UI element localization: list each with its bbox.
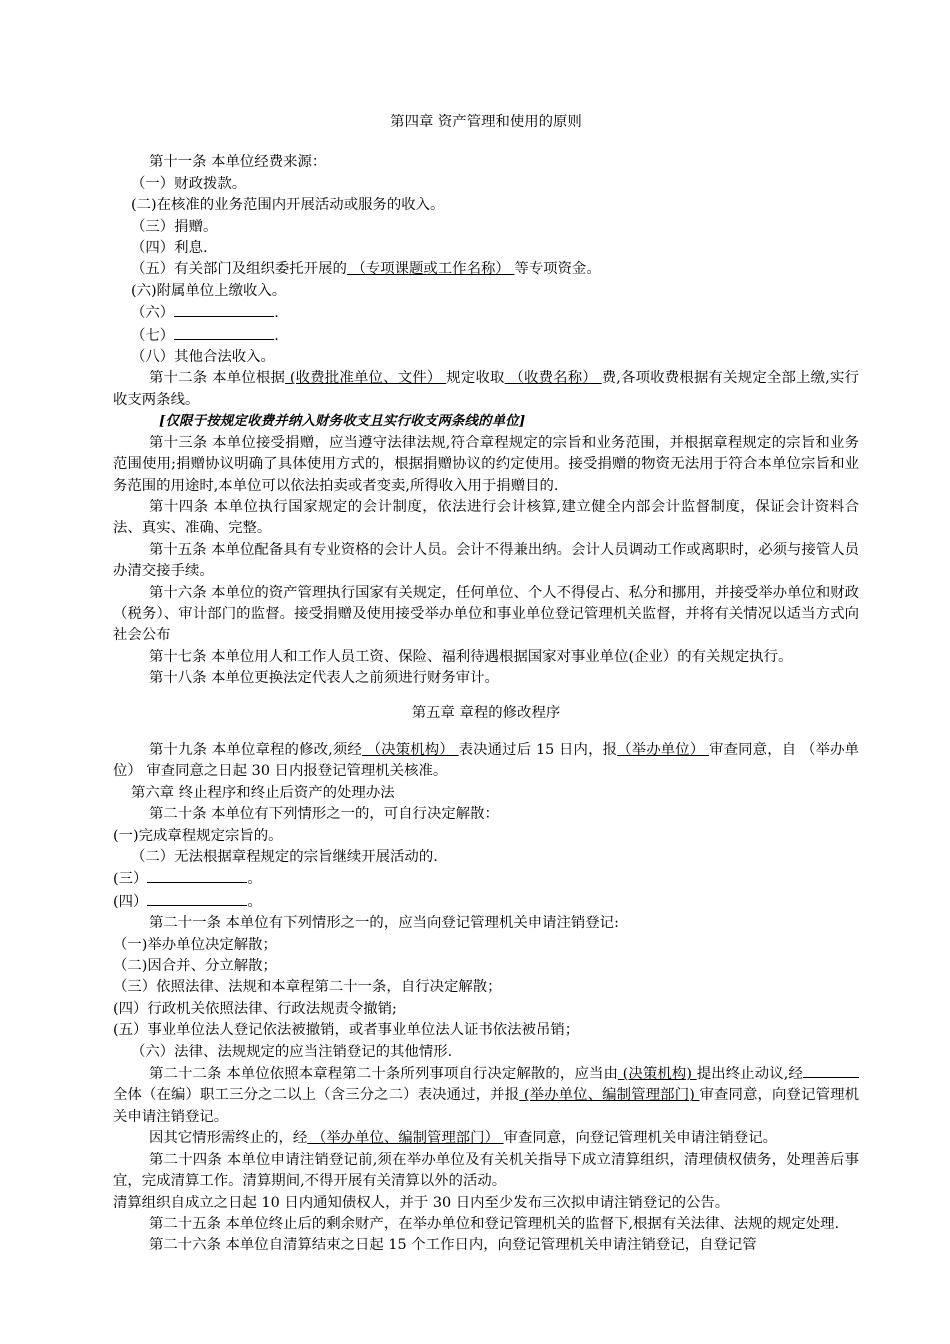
list-item: （一)举办单位决定解散； <box>113 936 277 953</box>
text: 规定收取 <box>446 370 505 387</box>
article-23 <box>113 1128 859 1149</box>
list-item: （四）利息. <box>131 240 208 257</box>
blank-line <box>147 891 247 906</box>
article-17: 第十七条 本单位用人和工作人员工资、保险、福利待遇根据国家对事业单位(企业）的有关规定执行。 <box>149 648 793 665</box>
list-item: （三）依照法律、法规和本章程第二十一条，自行决定解散； <box>113 979 502 996</box>
list-item: (四）行政机关依照法律、行政法规责令撤销; <box>113 1000 397 1017</box>
text: 费,各项收费根据有关规定全部上缴,实行收支两条线。 <box>113 370 859 408</box>
list-item-blank <box>113 325 859 347</box>
blank-line <box>147 868 247 883</box>
fill-in-field: （决策机构） <box>361 741 459 758</box>
list-item-blank <box>113 891 859 913</box>
text: 第二十二条 本单位依照本章程第二十条所列事项自行决定解散的，应当由 <box>149 1066 618 1083</box>
text: 第十二条 本单位根据 <box>149 370 286 387</box>
list-item: （六）法律、法规规定的应当注销登记的其他情形. <box>131 1043 453 1060</box>
article-16: 第十六条 本单位的资产管理执行国家有关规定，任何单位、个人不得侵占、私分和挪用，并接受举办单位和财政（税务）、审计部门的监督。接受捐赠及使用接受举办单位和事业单位登记管理机关监督，并将有关情况以适当方式向社会公布 <box>113 584 859 644</box>
article-11: 第十一条 本单位经费来源： <box>149 154 327 171</box>
article-25: 第二十五条 本单位终止后的剩余财产，在举办单位和登记管理机关的监督下,根据有关法律、法规的规定处理. <box>149 1215 840 1232</box>
fill-in-field: （专项课题或工作名称） <box>346 261 515 278</box>
text: 审查同意，向登记管理机关申请注销登记。 <box>503 1130 777 1147</box>
article-13: 第十三条 本单位接受捐赠，应当遵守法律法规,符合章程规定的宗旨和业务范围，并根据章程规定的宗旨和业务范围使用;捐赠协议明确了具体使用方式的，根据捐赠协议的约定使用。接受捐赠的物资无法用于符合本单位宗旨和业务范围的用途时,本单位可以依法拍卖或者变卖,所得收入用于捐赠目的. <box>113 434 859 494</box>
text: （六） <box>131 305 175 322</box>
fill-in-field: (收费批准单位、文件） <box>285 370 447 387</box>
list-item: （二）无法根据章程规定的宗旨继续开展活动的. <box>131 849 438 865</box>
list-item-blank <box>113 868 859 890</box>
list-item: （一）财政拨款。 <box>131 175 247 192</box>
fill-in-field: (举办单位、编制管理部门) <box>519 1087 700 1104</box>
article-18: 第十八条 本单位更换法定代表人之前须进行财务审计。 <box>149 670 499 687</box>
article-14: 第十四条 本单位执行国家规定的会计制度，依法进行会计核算,建立健全内部会计监督制度，保证会计资料合法、真实、准确、完整。 <box>113 498 859 537</box>
article-21: 第二十一条 本单位有下列情形之一的，应当向登记管理机关申请注销登记: <box>149 915 619 932</box>
text: 全体（在编）职工三分之二以上（含三分之二）表决通过，并报 <box>113 1087 520 1104</box>
article-24-cont: 清算组织自成立之日起 10 日内通知债权人，并于 30 日内至少发布三次拟申请注销登记的公告。 <box>113 1194 730 1211</box>
chapter5-title: 第五章 章程的修改程序 <box>411 704 561 721</box>
article-26: 第二十六条 本单位自清算结束之日起 15 个工作日内，向登记管理机关申请注销登记，自登记管 <box>149 1237 757 1254</box>
chapter4-title: 第四章 资产管理和使用的原则 <box>390 114 582 130</box>
blank-line <box>174 302 274 317</box>
article-19 <box>113 740 859 783</box>
text: 提出终止动议,经 <box>696 1066 803 1083</box>
text: 审查同意，向登记管理机关申请注销登记。 <box>113 1087 859 1125</box>
text: 等专项资金。 <box>514 261 601 278</box>
list-item: (六)附属单位上缴收入。 <box>131 282 287 299</box>
fill-in-field: （举办单位） <box>617 741 710 758</box>
list-item: （二)因合并、分立解散； <box>113 958 277 975</box>
text: 。 <box>247 893 262 910</box>
article-15: 第十五条 本单位配备具有专业资格的会计人员。会计不得兼出纳。会计人员调动工作或离职时，必须与接管人员办清交接手续。 <box>113 541 859 580</box>
article-20: 第二十条 本单位有下列情形之一的，可自行决定解散： <box>149 806 499 823</box>
list-item: (五）事业单位法人登记依法被撤销，或者事业单位法人证书依法被吊销； <box>113 1022 580 1039</box>
fill-in-field: （收费名称） <box>504 370 602 387</box>
text: 表决通过后 15 日内，报 <box>458 741 618 758</box>
text: (三） <box>113 871 148 888</box>
fill-in-field: (决策机构) <box>617 1066 697 1083</box>
article-24: 第二十四条 本单位申请注销登记前,须在举办单位及有关机关指导下成立清算组织，清理债权债务，处理善后事宜，完成清算工作。清算期间,不得开展有关清算以外的活动。 <box>113 1151 859 1190</box>
chapter6-title: 第六章 终止程序和终止后资产的处理办法 <box>131 784 395 801</box>
article-22 <box>113 1063 859 1128</box>
text: 第十九条 本单位章程的修改,须经 <box>149 741 362 758</box>
fill-in-field: （举办单位、编制管理部门） <box>307 1130 504 1147</box>
list-item: (一)完成章程规定宗旨的。 <box>113 827 283 844</box>
list-item-5 <box>113 259 859 280</box>
article-12 <box>113 368 859 411</box>
text: . <box>274 327 279 344</box>
document-page <box>113 112 859 1257</box>
text: 。 <box>247 871 262 888</box>
list-item: （八）其他合法收入。 <box>131 349 275 366</box>
text: 因其它情形需终止的，经 <box>149 1130 308 1147</box>
list-item-blank <box>113 302 859 324</box>
list-item: (二)在核准的业务范围内开展活动或服务的收入。 <box>131 197 445 214</box>
list-item: （三）捐赠。 <box>131 218 218 235</box>
text: （五）有关部门及组织委托开展的 <box>131 261 347 278</box>
blank-line <box>803 1063 859 1078</box>
text: (四） <box>113 893 148 910</box>
text: （七） <box>131 327 175 344</box>
blank-line <box>174 325 274 340</box>
text: . <box>274 305 279 322</box>
text: 审查同意，自 （举办单位） 审查同意之日起 30 日内报登记管理机关核准。 <box>113 741 859 780</box>
article-12-note: [仅限于按规定收费并纳入财务收支且实行收支两条线的单位] <box>159 413 526 430</box>
